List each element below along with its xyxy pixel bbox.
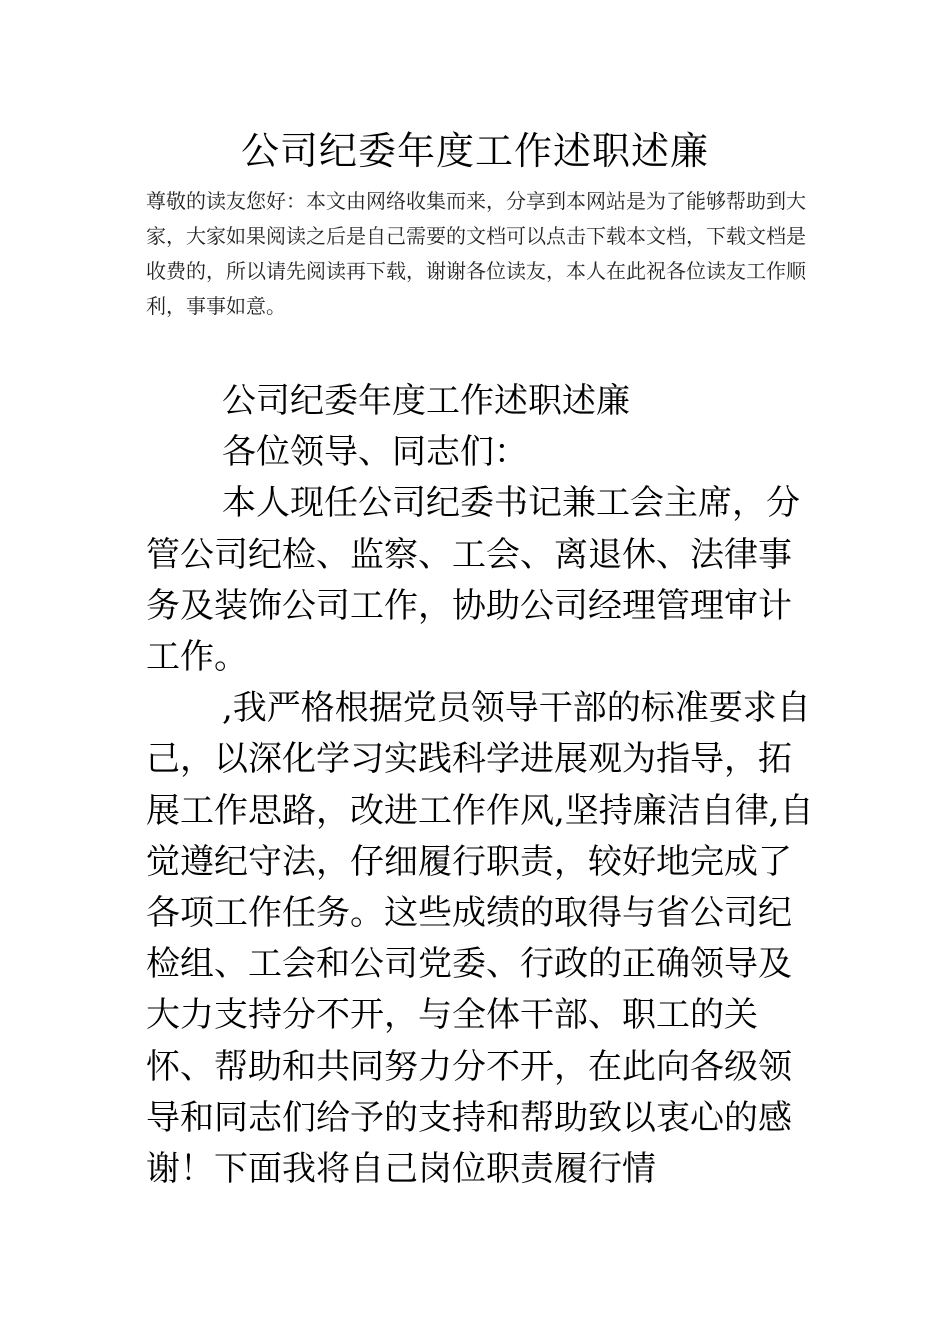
body-title: 公司纪委年度工作述职述廉	[222, 381, 630, 421]
document-body	[146, 376, 821, 1195]
reader-notice: 尊敬的读友您好：本文由网络收集而来，分享到本网站是为了能够帮助到大家，大家如果阅读之后是自己需要的文档可以点击下载本文档，下载文档是收费的，所以请先阅读再下载，谢谢各位读友，本人在此祝各位读友工作顺利，事事如意。	[146, 189, 806, 318]
salutation: 各位领导、同志们：	[222, 432, 528, 473]
paragraph-1: 本人现任公司纪委书记兼工会主席，分管公司纪检、监察、工会、离退休、法律事务及装饰公司工作，协助公司经理管理审计工作。	[146, 483, 800, 678]
document-title: 公司纪委年度工作述职述廉	[240, 129, 709, 173]
paragraph-2: ,我严格根据党员领导干部的标准要求自己，以深化学习实践科学进展观为指导，拓展工作思路，改进工作作风,坚持廉洁自律,自觉遵纪守法，仔细履行职责，较好地完成了各项工作任务。这些成绩的取得与省公司纪检组、工会和公司党委、行政的正确领导及大力支持分不开，与全体干部、职工的关怀、帮助和共同努力分不开，在此向各级领导和同志们给予的支持和帮助致以衷心的感谢！下面我将自己岗位职责履行情	[146, 688, 814, 1190]
